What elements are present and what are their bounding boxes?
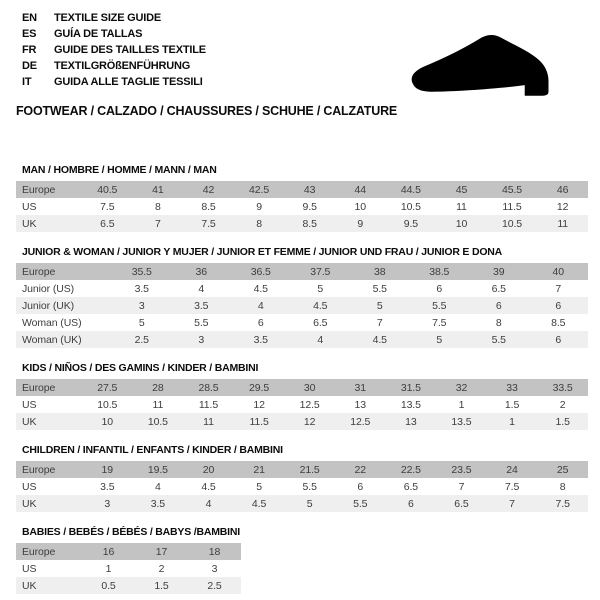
size-value: 1.5 xyxy=(537,413,588,430)
size-value: 12.5 xyxy=(335,413,386,430)
size-value: 6 xyxy=(469,297,529,314)
size-table xyxy=(16,263,588,348)
size-table-title: BABIES / BEBÉS / BÉBÉS / BABYS /BAMBINI xyxy=(22,526,240,538)
size-value: 33 xyxy=(487,379,538,396)
size-value: 3 xyxy=(188,560,241,577)
size-value: 3 xyxy=(82,495,133,512)
size-value: 28 xyxy=(133,379,184,396)
row-label: Europe xyxy=(16,181,82,198)
size-value: 7.5 xyxy=(537,495,588,512)
row-label: UK xyxy=(16,495,82,512)
size-value: 38 xyxy=(350,263,410,280)
size-value: 37.5 xyxy=(291,263,351,280)
size-value: 32 xyxy=(436,379,487,396)
size-value: 9.5 xyxy=(386,215,437,232)
table-row xyxy=(16,396,588,413)
size-value: 8.5 xyxy=(529,314,589,331)
size-table-title: JUNIOR & WOMAN / JUNIOR Y MUJER / JUNIOR ET FEMME / JUNIOR UND FRAU / JUNIOR E DONA xyxy=(22,246,503,258)
row-label: Europe xyxy=(16,379,82,396)
size-value: 3.5 xyxy=(82,478,133,495)
table-row xyxy=(16,181,588,198)
size-value: 13.5 xyxy=(436,413,487,430)
table-row xyxy=(16,379,588,396)
row-label: US xyxy=(16,396,82,413)
row-label: Woman (UK) xyxy=(16,331,112,348)
size-value: 3.5 xyxy=(231,331,291,348)
size-table-section xyxy=(16,444,584,512)
size-value: 46 xyxy=(537,181,588,198)
size-value: 7 xyxy=(487,495,538,512)
size-value: 5 xyxy=(284,495,335,512)
size-value: 12 xyxy=(537,198,588,215)
row-label: US xyxy=(16,560,82,577)
size-value: 10 xyxy=(335,198,386,215)
size-value: 25 xyxy=(537,461,588,478)
size-value: 13 xyxy=(335,396,386,413)
size-value: 8.5 xyxy=(284,215,335,232)
size-table xyxy=(16,181,588,232)
size-table-title: KIDS / NIÑOS / DES GAMINS / KINDER / BAMBINI xyxy=(22,362,259,374)
size-value: 24 xyxy=(487,461,538,478)
size-value: 2 xyxy=(537,396,588,413)
size-value: 6.5 xyxy=(291,314,351,331)
table-row xyxy=(16,198,588,215)
size-value: 6.5 xyxy=(82,215,133,232)
size-value: 4 xyxy=(172,280,232,297)
size-value: 1 xyxy=(82,560,135,577)
size-table-title: CHILDREN / INFANTIL / ENFANTS / KINDER / BAMBINI xyxy=(22,444,283,456)
size-value: 23.5 xyxy=(436,461,487,478)
size-value: 1 xyxy=(436,396,487,413)
size-value: 11.5 xyxy=(234,413,285,430)
size-value: 27.5 xyxy=(82,379,133,396)
size-value: 7.5 xyxy=(183,215,234,232)
size-value: 12 xyxy=(234,396,285,413)
language-guide-title: GUÍA DE TALLAS xyxy=(54,28,143,40)
size-value: 22.5 xyxy=(386,461,437,478)
size-value: 4 xyxy=(231,297,291,314)
size-value: 19.5 xyxy=(133,461,184,478)
size-value: 36 xyxy=(172,263,232,280)
size-value: 40.5 xyxy=(82,181,133,198)
size-value: 2.5 xyxy=(188,577,241,594)
table-row xyxy=(16,560,241,577)
row-label: UK xyxy=(16,413,82,430)
size-value: 6.5 xyxy=(386,478,437,495)
language-code: ES xyxy=(22,28,37,40)
size-value: 6.5 xyxy=(469,280,529,297)
size-table xyxy=(16,543,241,594)
size-value: 5.5 xyxy=(172,314,232,331)
size-value: 10 xyxy=(436,215,487,232)
size-value: 11 xyxy=(436,198,487,215)
row-label: UK xyxy=(16,215,82,232)
table-row xyxy=(16,461,588,478)
size-value: 7.5 xyxy=(487,478,538,495)
size-value: 6 xyxy=(386,495,437,512)
language-guide-title: GUIDA ALLE TAGLIE TESSILI xyxy=(54,76,203,88)
size-value: 4.5 xyxy=(291,297,351,314)
size-value: 10.5 xyxy=(386,198,437,215)
size-value: 43 xyxy=(284,181,335,198)
table-row xyxy=(16,215,588,232)
size-value: 10.5 xyxy=(487,215,538,232)
size-value: 31.5 xyxy=(386,379,437,396)
size-value: 7 xyxy=(436,478,487,495)
size-value: 5.5 xyxy=(284,478,335,495)
size-value: 6 xyxy=(410,280,470,297)
size-value: 10.5 xyxy=(82,396,133,413)
language-code: DE xyxy=(22,60,37,72)
size-value: 8 xyxy=(234,215,285,232)
size-value: 10.5 xyxy=(133,413,184,430)
size-value: 3.5 xyxy=(112,280,172,297)
header xyxy=(0,0,600,164)
size-value: 9 xyxy=(234,198,285,215)
size-value: 5.5 xyxy=(410,297,470,314)
size-value: 44 xyxy=(335,181,386,198)
size-value: 21.5 xyxy=(284,461,335,478)
language-guide-title: TEXTILE SIZE GUIDE xyxy=(54,12,162,24)
size-value: 9 xyxy=(335,215,386,232)
table-row xyxy=(16,413,588,430)
size-value: 7.5 xyxy=(82,198,133,215)
size-value: 11.5 xyxy=(487,198,538,215)
size-value: 3.5 xyxy=(133,495,184,512)
size-value: 1.5 xyxy=(135,577,188,594)
size-value: 29.5 xyxy=(234,379,285,396)
size-value: 6 xyxy=(529,331,589,348)
size-table-section xyxy=(16,526,584,594)
size-value: 11 xyxy=(537,215,588,232)
size-value: 40 xyxy=(529,263,589,280)
size-value: 5 xyxy=(234,478,285,495)
size-value: 8 xyxy=(469,314,529,331)
language-code: EN xyxy=(22,12,37,24)
size-value: 35.5 xyxy=(112,263,172,280)
size-value: 42 xyxy=(183,181,234,198)
dress-shoe-icon xyxy=(392,22,582,104)
language-guide-title: TEXTILGRÖßENFÜHRUNG xyxy=(54,60,191,72)
size-value: 7.5 xyxy=(410,314,470,331)
size-value: 13.5 xyxy=(386,396,437,413)
row-label: Europe xyxy=(16,461,82,478)
table-row xyxy=(16,495,588,512)
size-value: 4.5 xyxy=(183,478,234,495)
table-row xyxy=(16,297,588,314)
row-label: Junior (US) xyxy=(16,280,112,297)
size-value: 39 xyxy=(469,263,529,280)
size-value: 22 xyxy=(335,461,386,478)
size-value: 5.5 xyxy=(335,495,386,512)
size-value: 38.5 xyxy=(410,263,470,280)
row-label: Europe xyxy=(16,543,82,560)
size-table-title: MAN / HOMBRE / HOMME / MANN / MAN xyxy=(22,164,217,176)
size-value: 3.5 xyxy=(172,297,232,314)
size-table xyxy=(16,461,588,512)
size-value: 7 xyxy=(350,314,410,331)
table-row xyxy=(16,478,588,495)
size-table xyxy=(16,379,588,430)
size-value: 28.5 xyxy=(183,379,234,396)
language-guide-title: GUIDE DES TAILLES TEXTILE xyxy=(54,44,206,56)
size-value: 4.5 xyxy=(234,495,285,512)
size-value: 31 xyxy=(335,379,386,396)
size-value: 5.5 xyxy=(469,331,529,348)
size-value: 5 xyxy=(350,297,410,314)
size-table-section xyxy=(16,246,584,348)
size-value: 6.5 xyxy=(436,495,487,512)
size-table-section xyxy=(16,164,584,232)
size-value: 30 xyxy=(284,379,335,396)
size-value: 0.5 xyxy=(82,577,135,594)
size-value: 2 xyxy=(135,560,188,577)
size-value: 8.5 xyxy=(183,198,234,215)
size-value: 9.5 xyxy=(284,198,335,215)
table-row xyxy=(16,543,241,560)
size-value: 1.5 xyxy=(487,396,538,413)
size-table-section xyxy=(16,362,584,430)
size-tables xyxy=(0,164,600,594)
size-value: 3 xyxy=(172,331,232,348)
size-value: 8 xyxy=(537,478,588,495)
size-value: 4.5 xyxy=(350,331,410,348)
size-value: 19 xyxy=(82,461,133,478)
size-value: 3 xyxy=(112,297,172,314)
size-value: 5 xyxy=(291,280,351,297)
size-value: 16 xyxy=(82,543,135,560)
size-value: 11.5 xyxy=(183,396,234,413)
size-value: 12 xyxy=(284,413,335,430)
table-row xyxy=(16,577,241,594)
size-value: 11 xyxy=(133,396,184,413)
table-row xyxy=(16,331,588,348)
size-value: 21 xyxy=(234,461,285,478)
size-value: 41 xyxy=(133,181,184,198)
size-value: 4 xyxy=(183,495,234,512)
size-value: 4 xyxy=(291,331,351,348)
size-value: 8 xyxy=(133,198,184,215)
table-row xyxy=(16,314,588,331)
size-value: 12.5 xyxy=(284,396,335,413)
category-title: FOOTWEAR / CALZADO / CHAUSSURES / SCHUHE / CALZATURE xyxy=(16,104,398,118)
size-value: 7 xyxy=(133,215,184,232)
size-value: 4.5 xyxy=(231,280,291,297)
size-value: 20 xyxy=(183,461,234,478)
size-value: 7 xyxy=(529,280,589,297)
size-value: 10 xyxy=(82,413,133,430)
language-code: IT xyxy=(22,76,32,88)
size-value: 33.5 xyxy=(537,379,588,396)
size-value: 42.5 xyxy=(234,181,285,198)
language-code: FR xyxy=(22,44,37,56)
size-value: 45 xyxy=(436,181,487,198)
row-label: US xyxy=(16,478,82,495)
row-label: Junior (UK) xyxy=(16,297,112,314)
row-label: Europe xyxy=(16,263,112,280)
size-value: 5 xyxy=(410,331,470,348)
size-value: 1 xyxy=(487,413,538,430)
size-value: 5.5 xyxy=(350,280,410,297)
size-value: 13 xyxy=(386,413,437,430)
size-value: 17 xyxy=(135,543,188,560)
size-value: 2.5 xyxy=(112,331,172,348)
size-value: 6 xyxy=(529,297,589,314)
size-value: 44.5 xyxy=(386,181,437,198)
row-label: UK xyxy=(16,577,82,594)
size-value: 11 xyxy=(183,413,234,430)
size-value: 18 xyxy=(188,543,241,560)
row-label: Woman (US) xyxy=(16,314,112,331)
size-value: 5 xyxy=(112,314,172,331)
table-row xyxy=(16,280,588,297)
size-value: 4 xyxy=(133,478,184,495)
table-row xyxy=(16,263,588,280)
size-value: 6 xyxy=(231,314,291,331)
row-label: US xyxy=(16,198,82,215)
size-value: 45.5 xyxy=(487,181,538,198)
size-value: 6 xyxy=(335,478,386,495)
size-value: 36.5 xyxy=(231,263,291,280)
